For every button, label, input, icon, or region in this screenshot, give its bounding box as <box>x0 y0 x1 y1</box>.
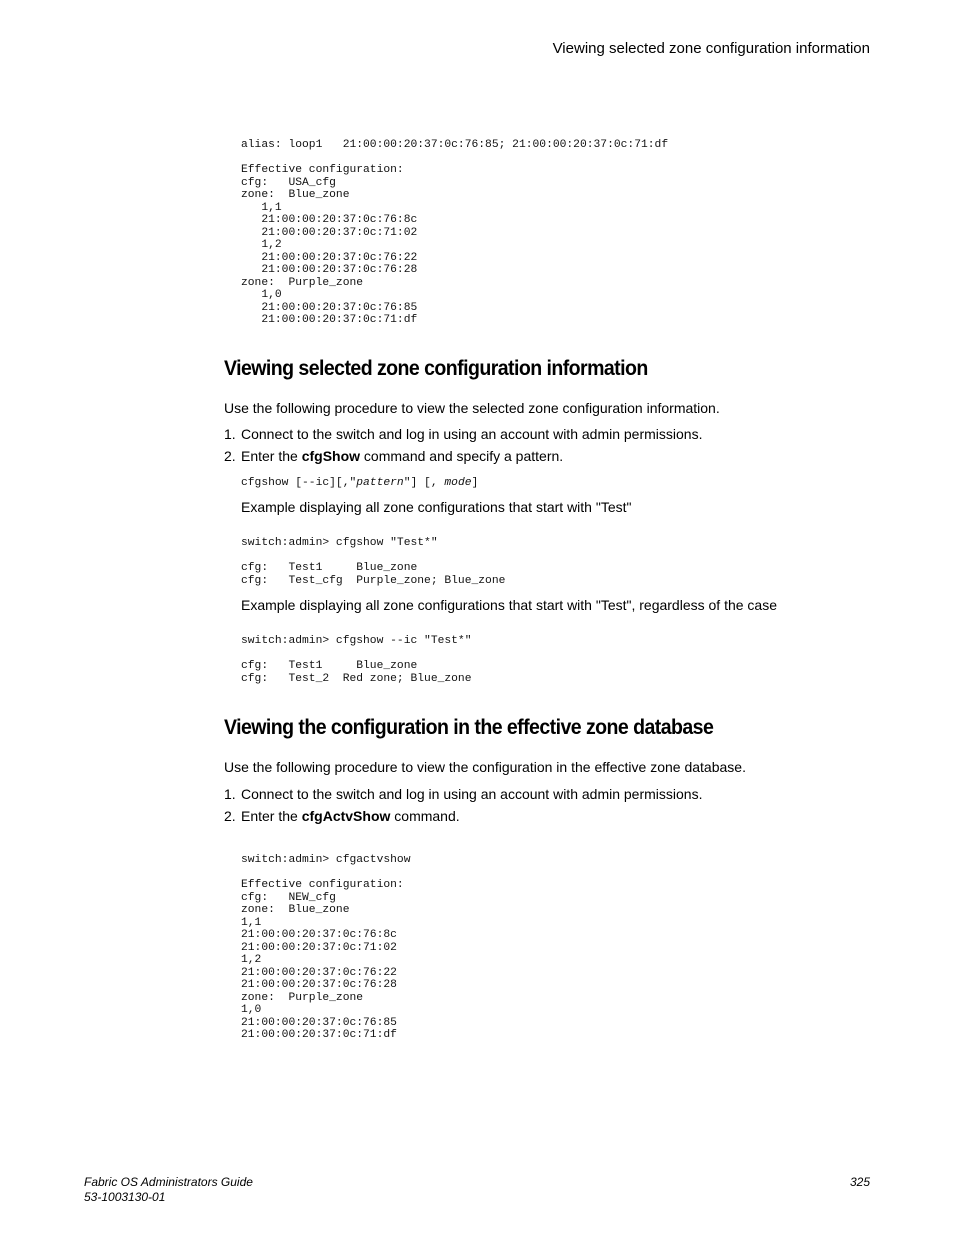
example-caption: Example displaying all zone configurations that start with "Test" <box>241 499 632 515</box>
step-item <box>224 448 702 470</box>
footer-doc-number: 53-1003130-01 <box>84 1190 166 1204</box>
code-block-zone-listing: alias: loop1 21:00:00:20:37:0c:76:85; 21:00:00:20:37:0c:71:df Effective configuration: cfg: USA_cfg zone: Blue_zone 1,1 21:00:00:20:37:0c:76:8c 21:00:00:20:37:0c:71:02 1,2 21:00:00:20:37:0c:76:22 21:00:00:20:37:0c:76:28 zone: Purple_zone 1,0 21:00:00:20:37:0c:76:85 21:00:00:20:37:0c:71:df <box>241 139 669 326</box>
step-text-after: command. <box>390 807 460 824</box>
command-syntax <box>241 477 478 490</box>
section-heading-effective-zone: Viewing the configuration in the effective zone database <box>224 716 714 739</box>
step-text-before: Enter the <box>241 807 302 824</box>
command-name: cfgShow <box>301 447 361 464</box>
footer-doc-title: Fabric OS Administrators Guide <box>84 1175 253 1189</box>
step-item <box>224 808 702 830</box>
section-intro: Use the following procedure to view the configuration in the effective zone database. <box>224 759 746 775</box>
footer-doc-info <box>84 1175 253 1205</box>
section-heading-selected-zone: Viewing selected zone configuration information <box>224 357 648 380</box>
running-header: Viewing selected zone configuration information <box>552 40 870 57</box>
syntax-part: ] <box>471 477 479 489</box>
step-item <box>224 786 702 808</box>
example-caption: Example displaying all zone configurations that start with "Test", regardless of the case <box>241 597 777 613</box>
step-text-after: command and specify a pattern. <box>360 447 564 464</box>
step-number: 1. <box>224 426 236 442</box>
code-block-example-cfgactvshow: switch:admin> cfgactvshow Effective configuration: cfg: NEW_cfg zone: Blue_zone 1,1 21:00:00:20:37:0c:76:8c 21:00:00:20:37:0c:71:02 1,2 21:00:00:20:37:0c:76:22 21:00:00:20:37:0c:76:28 zone: Purple_zone 1,0 21:00:00:20:37:0c:76:85 21:00:00:20:37:0c:71:df <box>241 854 411 1041</box>
procedure-steps <box>224 786 702 829</box>
step-number: 2. <box>224 447 236 464</box>
step-text-before: Enter the <box>241 447 302 464</box>
code-block-example-cfgshow: switch:admin> cfgshow "Test*" cfg: Test1 Blue_zone cfg: Test_cfg Purple_zone; Blue_zone <box>241 537 506 587</box>
step-text: Connect to the switch and log in using an account with admin permissions. <box>241 786 703 802</box>
syntax-mode: mode <box>444 477 472 489</box>
step-number: 2. <box>224 807 236 824</box>
syntax-part: cfgshow [--ic][," <box>241 477 357 489</box>
command-name: cfgActvShow <box>301 807 391 824</box>
step-number: 1. <box>224 786 236 802</box>
syntax-pattern: pattern <box>356 477 404 489</box>
section-intro: Use the following procedure to view the selected zone configuration information. <box>224 400 720 416</box>
step-text: Connect to the switch and log in using an account with admin permissions. <box>241 426 703 442</box>
step-item <box>224 426 702 448</box>
procedure-steps <box>224 426 702 469</box>
code-block-example-cfgshow-ic: switch:admin> cfgshow --ic "Test*" cfg: Test1 Blue_zone cfg: Test_2 Red zone; Blue_zone <box>241 635 472 685</box>
page-number: 325 <box>849 1175 870 1189</box>
syntax-part: "] [, <box>403 477 445 489</box>
